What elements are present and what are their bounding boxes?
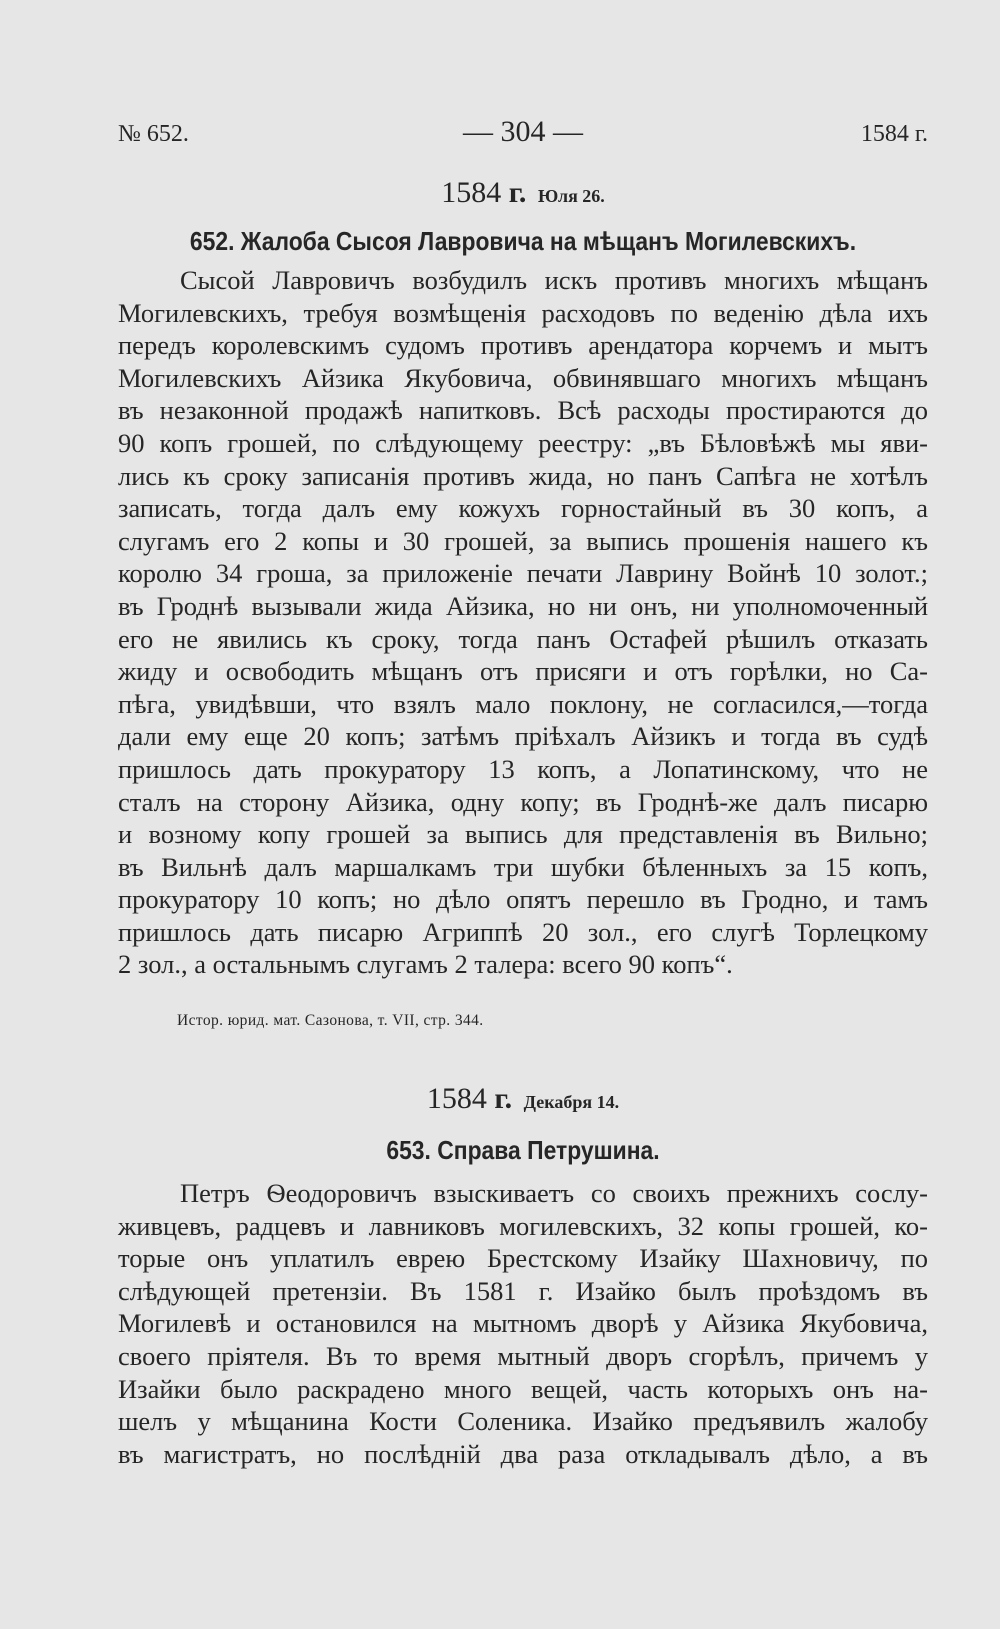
- text-line: своего пріятеля. Въ то время мытный дворъ сгорѣлъ, причемъ у: [118, 1340, 928, 1371]
- date-day: Декабря 14.: [523, 1092, 620, 1112]
- source-citation: Истор. юрид. мат. Сазонова, т. VII, стр. 344.: [177, 1012, 484, 1029]
- date-day: Юля 26.: [537, 186, 605, 206]
- document-body-653: [118, 1177, 928, 1470]
- text-line: Сысой Лавровичъ возбудилъ искъ противъ многихъ мѣщанъ: [180, 265, 928, 295]
- document-title-652: 652. Жалоба Сысоя Лавровича на мѣщанъ Могилевскихъ.: [189, 226, 857, 256]
- date-g: г.: [508, 176, 527, 209]
- text-line: въ Вильнѣ далъ маршалкамъ три шубки бѣленныхъ за 15 копъ,: [118, 851, 928, 882]
- text-line: сталъ на сторону Айзика, одну копу; въ Гроднѣ-же далъ писарю: [118, 786, 928, 817]
- text-line: и возному копу грошей за выпись для представленія въ Вильно;: [118, 819, 928, 850]
- text-line: Могилевскихъ, требуя возмѣщенія расходовъ по веденію дѣла ихъ: [118, 297, 928, 328]
- text-line: Изайки было раскрадено много вещей, часть которыхъ онъ на-: [118, 1373, 928, 1404]
- text-line: прокуратору 10 копъ; но дѣло опятъ перешло въ Гродно, и тамъ: [118, 884, 928, 915]
- text-line: пришлось дать писарю Агриппѣ 20 зол., его слугѣ Торлецкому: [118, 916, 928, 947]
- date-line-652: [118, 176, 928, 210]
- text-line: передъ королевскимъ судомъ противъ арендатора корчемъ и мытъ: [118, 330, 928, 361]
- text-line: лись къ сроку записанія противъ жида, но панъ Сапѣга не хотѣлъ: [118, 460, 928, 491]
- running-head: [118, 115, 928, 155]
- text-line: въ Гроднѣ вызывали жида Айзика, но ни онъ, ни уполномоченный: [118, 590, 928, 621]
- page-number: — 304 —: [463, 115, 583, 148]
- text-line: записать, тогда далъ ему кожухъ горностайный въ 30 копъ, а: [118, 493, 928, 524]
- text-line: Петръ Ѳеодоровичъ взыскиваетъ со своихъ прежнихъ сослу-: [180, 1178, 928, 1208]
- date-year: 1584: [426, 1082, 487, 1115]
- text-line: Могилевскихъ Айзика Якубовича, обвинявшаго многихъ мѣщанъ: [118, 362, 928, 393]
- text-line: жиду и освободить мѣщанъ отъ присяги и отъ горѣлки, но Са-: [118, 656, 928, 687]
- text-line: слѣдующей претензіи. Въ 1581 г. Изайко былъ проѣздомъ въ: [118, 1275, 928, 1306]
- text-line: пришлось дать прокуратору 13 копъ, а Лопатинскому, что не: [118, 753, 928, 784]
- text-line: королю 34 гроша, за приложеніе печати Лаврину Войнѣ 10 золот.;: [118, 558, 928, 589]
- header-year: 1584 г.: [860, 121, 928, 147]
- date-line-653: [118, 1082, 928, 1116]
- text-line: пѣга, увидѣвши, что взялъ мало поклону, не согласился,—тогда: [118, 688, 928, 719]
- text-line: 90 копъ грошей, по слѣдующему реестру: „въ Бѣловѣжѣ мы яви-: [118, 427, 928, 458]
- document-title-653: 653. Справа Петрушина.: [386, 1135, 660, 1165]
- text-line: въ незаконной продажѣ напитковъ. Всѣ расходы простираются до: [118, 395, 928, 426]
- text-line: въ магистратъ, но послѣдній два раза откладывалъ дѣло, а въ: [118, 1438, 928, 1469]
- date-g: г.: [494, 1082, 513, 1115]
- text-line: торые онъ уплатилъ еврею Брестскому Изайку Шахновичу, по: [118, 1243, 928, 1274]
- text-line: Могилевѣ и остановился на мытномъ дворѣ у Айзика Якубовича,: [118, 1308, 928, 1339]
- date-year: 1584: [441, 176, 502, 209]
- document-number: № 652.: [118, 121, 189, 147]
- text-line: его не явились къ сроку, тогда панъ Остафей рѣшилъ отказать: [118, 623, 928, 654]
- text-line: слугамъ его 2 копы и 30 грошей, за выпись прошенія нашего къ: [118, 525, 928, 556]
- text-line: шелъ у мѣщанина Кости Соленика. Изайко предъявилъ жалобу: [118, 1406, 928, 1437]
- document-body-652: [118, 264, 928, 981]
- text-line: дали ему еще 20 копъ; затѣмъ пріѣхалъ Айзикъ и тогда въ судѣ: [118, 721, 928, 752]
- text-line: живцевъ, радцевъ и лавниковъ могилевскихъ, 32 копы грошей, ко-: [118, 1210, 928, 1241]
- text-line: 2 зол., а остальнымъ слугамъ 2 талера: всего 90 копъ“.: [118, 949, 733, 980]
